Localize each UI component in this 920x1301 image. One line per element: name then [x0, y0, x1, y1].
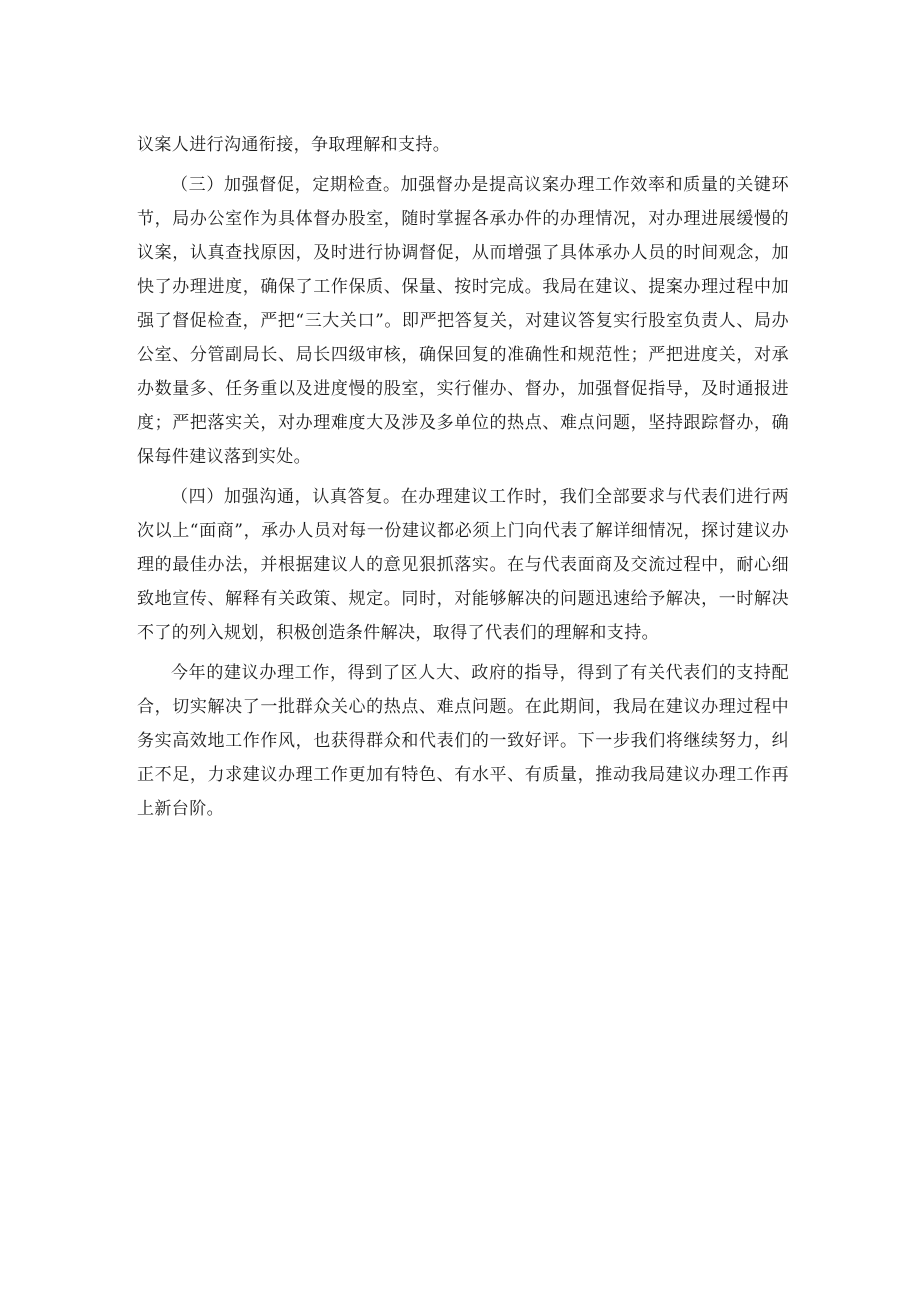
paragraph-conclusion: 今年的建议办理工作，得到了区人大、政府的指导，得到了有关代表们的支持配合，切实解决了一批群众关心的热点、难点问题。在此期间，我局在建议办理过程中务实高效地工作作风，也获得群众和代表们的一致好评。下一步我们将继续努力，纠正不足，力求建议办理工作更加有特色、有水平、有质量，推动我局建议办理工作再上新台阶。	[137, 663, 789, 819]
document-body	[137, 128, 789, 832]
paragraph-section-four: （四）加强沟通，认真答复。在办理建议工作时，我们全部要求与代表们进行两次以上“面商”，承办人员对每一份建议都必须上门向代表了解详细情况，探讨建议办理的最佳办法，并根据建议人的意见狠抓落实。在与代表面商及交流过程中，耐心细致地宣传、解释有关政策、规定。同时，对能够解决的问题迅速给予解决，一时解决不了的列入规划，积极创造条件解决，取得了代表们的理解和支持。	[137, 487, 789, 643]
paragraph-continuation: 议案人进行沟通衔接，争取理解和支持。	[137, 135, 451, 155]
paragraph-section-three: （三）加强督促，定期检查。加强督办是提高议案办理工作效率和质量的关键环节，局办公室作为具体督办股室，随时掌握各承办件的办理情况，对办理进展缓慢的议案，认真查找原因，及时进行协调督促，从而增强了具体承办人员的时间观念，加快了办理进度，确保了工作保质、保量、按时完成。我局在建议、提案办理过程中加强了督促检查，严把“三大关口”。即严把答复关，对建议答复实行股室负责人、局办公室、分管副局长、局长四级审核，确保回复的准确性和规范性；严把进度关，对承办数量多、任务重以及进度慢的股室，实行催办、督办，加强督促指导，及时通报进度；严把落实关，对办理难度大及涉及多单位的热点、难点问题，坚持跟踪督办，确保每件建议落到实处。	[137, 175, 789, 467]
